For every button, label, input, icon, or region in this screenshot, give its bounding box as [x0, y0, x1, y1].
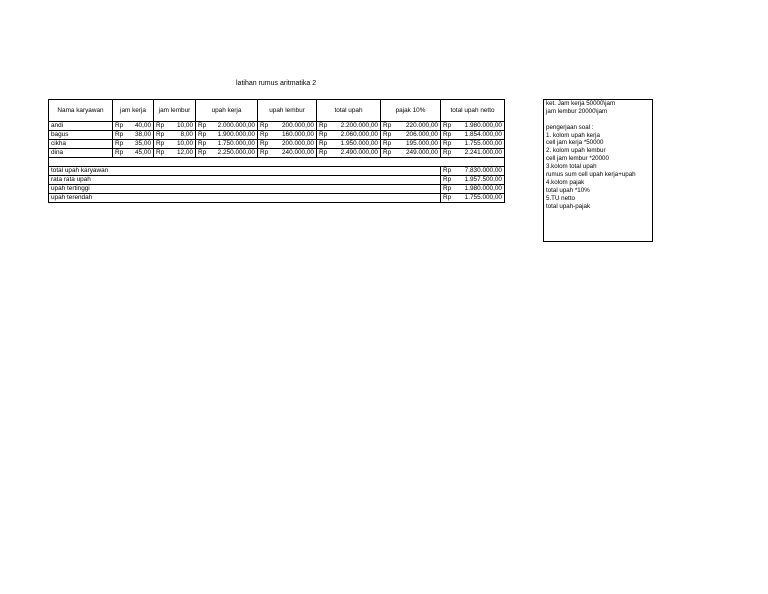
summary-label[interactable]: upah terendah: [49, 194, 441, 203]
money-cell[interactable]: [317, 122, 381, 131]
amount: 2.060.000,00: [340, 131, 378, 138]
amount: 200.000,00: [282, 122, 314, 129]
money-cell[interactable]: [196, 140, 258, 149]
note-line: 3.kolom total upah: [546, 163, 597, 171]
column-header[interactable]: upah kerja: [196, 100, 258, 122]
currency-label: Rp: [443, 131, 452, 138]
amount: 10,00: [177, 122, 193, 129]
money-cell[interactable]: [113, 122, 154, 131]
amount: 220.000,00: [406, 122, 438, 129]
amount: 2.250.000,00: [217, 149, 255, 156]
currency-label: Rp: [115, 131, 124, 138]
currency-label: Rp: [156, 131, 165, 138]
summary-label[interactable]: upah tertinggi: [49, 185, 441, 194]
name-cell[interactable]: andi: [49, 122, 113, 131]
amount: 8,00: [180, 131, 193, 138]
table-row: [49, 140, 505, 149]
summary-label[interactable]: total upah karyawan: [49, 167, 441, 176]
amount: 45,00: [135, 149, 151, 156]
amount: 1.957.500,00: [464, 176, 502, 183]
currency-label: Rp: [156, 122, 165, 129]
currency-label: Rp: [198, 122, 207, 129]
amount: 1.980.000,00: [464, 185, 502, 192]
note-line: rumus sum cell upah kerja+upah: [546, 171, 636, 179]
name-cell[interactable]: dina: [49, 149, 113, 158]
note-line: pengerjaan soal :: [546, 123, 594, 131]
currency-label: Rp: [319, 131, 328, 138]
amount: 206.000,00: [406, 131, 438, 138]
column-header[interactable]: jam lembur: [154, 100, 196, 122]
money-cell[interactable]: [441, 131, 505, 140]
sheet-title: latihan rumus aritmatika 2: [236, 80, 317, 87]
currency-label: Rp: [260, 140, 269, 147]
currency-label: Rp: [115, 149, 124, 156]
note-line: total upah *10%: [546, 186, 590, 194]
money-cell[interactable]: [441, 149, 505, 158]
amount: 1.980.000,00: [464, 122, 502, 129]
summary-row: [49, 185, 505, 194]
currency-label: Rp: [260, 122, 269, 129]
amount: 12,00: [177, 149, 193, 156]
money-cell[interactable]: [441, 185, 505, 194]
money-cell[interactable]: [113, 149, 154, 158]
money-cell[interactable]: [113, 131, 154, 140]
money-cell[interactable]: [441, 140, 505, 149]
summary-label[interactable]: rata rata upah: [49, 176, 441, 185]
table-row: [49, 122, 505, 131]
currency-label: Rp: [198, 131, 207, 138]
currency-label: Rp: [198, 140, 207, 147]
notes-box: [543, 99, 653, 242]
money-cell[interactable]: [441, 194, 505, 203]
currency-label: Rp: [260, 131, 269, 138]
note-line: ket. Jam kerja 50000\jam: [546, 100, 616, 107]
currency-label: Rp: [115, 122, 124, 129]
note-line: 1. kolom upah kerja: [546, 131, 600, 139]
amount: 2.000.000,00: [217, 122, 255, 129]
currency-label: Rp: [383, 122, 392, 129]
amount: 200.000,00: [282, 140, 314, 147]
table-row: [49, 131, 505, 140]
amount: 1.755.000,00: [464, 140, 502, 147]
currency-label: Rp: [383, 140, 392, 147]
money-cell[interactable]: [381, 140, 441, 149]
amount: 1.900.000,00: [217, 131, 255, 138]
note-line: total upah-pajak: [546, 202, 591, 210]
money-cell[interactable]: [441, 122, 505, 131]
money-cell[interactable]: [258, 140, 317, 149]
note-line: jam lembur 20000\jam: [546, 107, 608, 115]
currency-label: Rp: [319, 149, 328, 156]
amount: 1.950.000,00: [340, 140, 378, 147]
money-cell[interactable]: [154, 122, 196, 131]
table-row: [49, 149, 505, 158]
money-cell[interactable]: [317, 149, 381, 158]
money-cell[interactable]: [258, 131, 317, 140]
currency-label: Rp: [156, 140, 165, 147]
money-cell[interactable]: [258, 122, 317, 131]
note-line: 5.TU netto: [546, 194, 575, 202]
salary-table: [48, 99, 505, 203]
amount: 2.200.000,00: [340, 122, 378, 129]
spacer-row: [49, 158, 505, 167]
money-cell[interactable]: [441, 176, 505, 185]
money-cell[interactable]: [196, 122, 258, 131]
amount: 240.000,00: [282, 149, 314, 156]
money-cell[interactable]: [154, 149, 196, 158]
money-cell[interactable]: [154, 131, 196, 140]
money-cell[interactable]: [381, 122, 441, 131]
currency-label: Rp: [115, 140, 124, 147]
money-cell[interactable]: [317, 140, 381, 149]
note-line: cell jam kerja *50000: [546, 139, 604, 147]
money-cell[interactable]: [154, 140, 196, 149]
empty-cell[interactable]: [49, 158, 505, 167]
currency-label: Rp: [443, 122, 452, 129]
column-header[interactable]: jam kerja: [113, 100, 154, 122]
currency-label: Rp: [319, 122, 328, 129]
currency-label: Rp: [443, 194, 452, 201]
column-header[interactable]: upah lembur: [258, 100, 317, 122]
amount: 249.000,00: [406, 149, 438, 156]
currency-label: Rp: [443, 140, 452, 147]
column-header[interactable]: total upah netto: [441, 100, 505, 122]
currency-label: Rp: [443, 149, 452, 156]
amount: 38,00: [135, 131, 151, 138]
amount: 1.750.000,00: [217, 140, 255, 147]
summary-row: [49, 176, 505, 185]
note-line: 4.kolom pajak: [546, 178, 585, 186]
currency-label: Rp: [383, 149, 392, 156]
summary-row: [49, 167, 505, 176]
money-cell[interactable]: [441, 167, 505, 176]
currency-label: Rp: [383, 131, 392, 138]
money-cell[interactable]: [113, 140, 154, 149]
summary-row: [49, 194, 505, 203]
amount: 40,00: [135, 122, 151, 129]
money-cell[interactable]: [196, 149, 258, 158]
money-cell[interactable]: [196, 131, 258, 140]
amount: 2.490.000,00: [340, 149, 378, 156]
currency-label: Rp: [319, 140, 328, 147]
header-row: [49, 100, 505, 122]
money-cell[interactable]: [381, 149, 441, 158]
amount: 195.000,00: [406, 140, 438, 147]
name-cell[interactable]: cikha: [49, 140, 113, 149]
amount: 35,00: [135, 140, 151, 147]
column-header[interactable]: total upah: [317, 100, 381, 122]
name-cell[interactable]: bagus: [49, 131, 113, 140]
column-header[interactable]: Nama karyawan: [49, 100, 113, 122]
column-header[interactable]: pajak 10%: [381, 100, 441, 122]
amount: 7.830.000,00: [464, 167, 502, 174]
currency-label: Rp: [260, 149, 269, 156]
amount: 2.241.000,00: [464, 149, 502, 156]
currency-label: Rp: [443, 185, 452, 192]
amount: 10,00: [177, 140, 193, 147]
money-cell[interactable]: [258, 149, 317, 158]
money-cell[interactable]: [381, 131, 441, 140]
note-line: [546, 116, 652, 124]
currency-label: Rp: [443, 167, 452, 174]
amount: 1.854.000,00: [464, 131, 502, 138]
currency-label: Rp: [198, 149, 207, 156]
money-cell[interactable]: [317, 131, 381, 140]
note-line: 2. kolom upah lembur: [546, 147, 606, 155]
note-line: cell jam lembur *20000: [546, 155, 609, 163]
amount: 1.755.000,00: [464, 194, 502, 201]
currency-label: Rp: [156, 149, 165, 156]
amount: 160.000,00: [282, 131, 314, 138]
currency-label: Rp: [443, 176, 452, 183]
